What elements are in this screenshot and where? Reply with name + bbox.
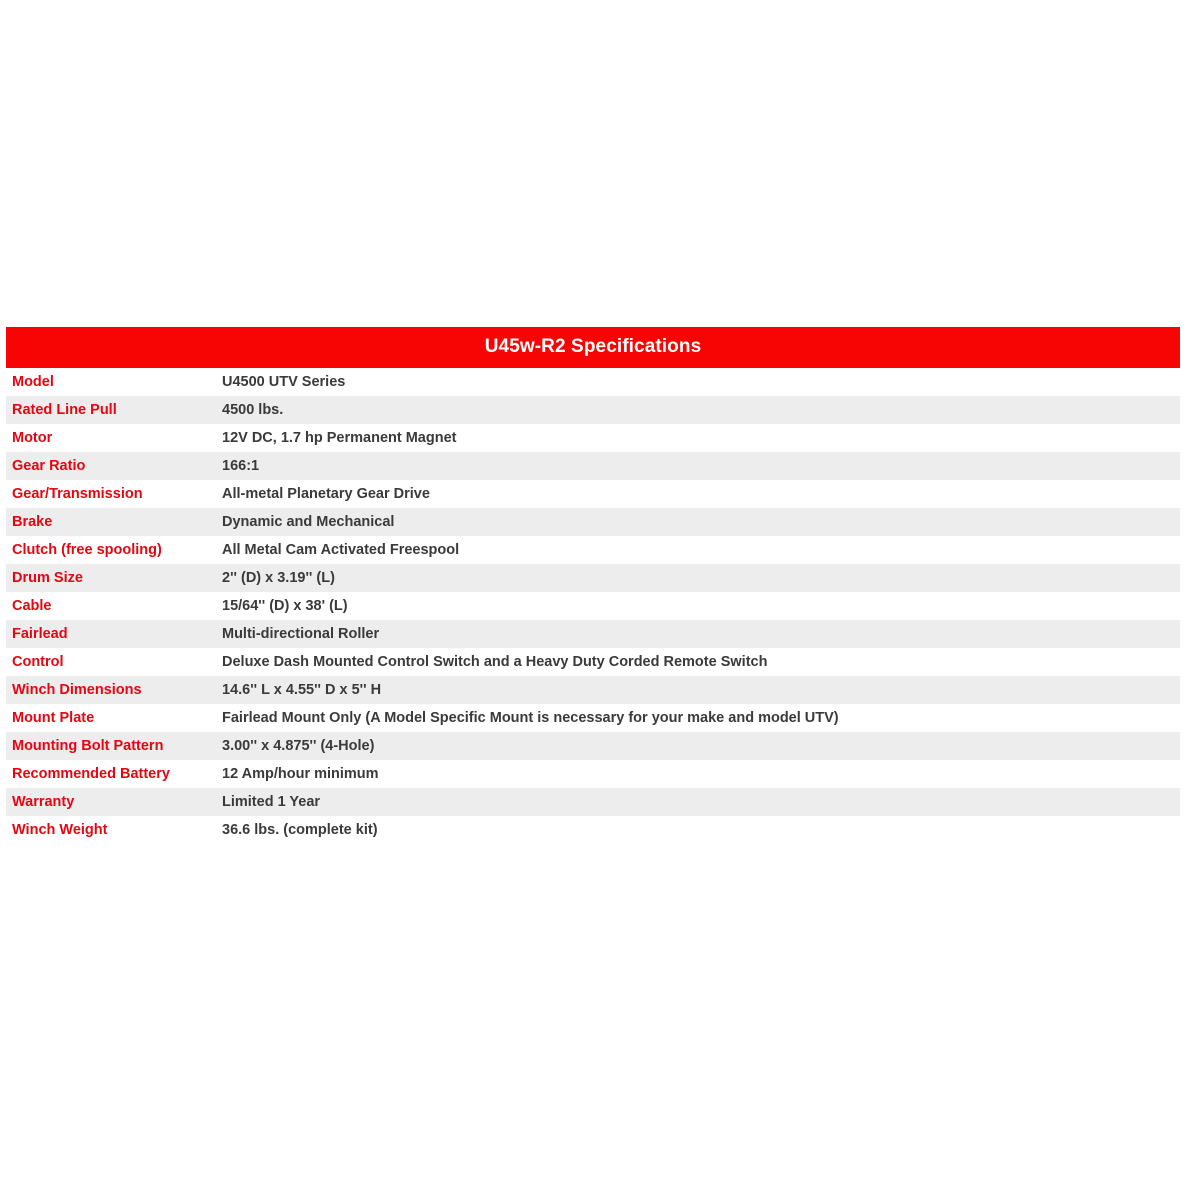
table-row: [6, 424, 1180, 452]
table-body: [6, 368, 1180, 844]
spec-value: All Metal Cam Activated Freespool: [215, 536, 1180, 564]
spec-value: 2'' (D) x 3.19'' (L): [215, 564, 1180, 592]
spec-value: 12 Amp/hour minimum: [215, 760, 1180, 788]
spec-value: 15/64'' (D) x 38' (L): [215, 592, 1180, 620]
spec-label: Gear/Transmission: [6, 480, 215, 508]
spec-value: 166:1: [215, 452, 1180, 480]
spec-value: U4500 UTV Series: [215, 368, 1180, 396]
spec-value: All-metal Planetary Gear Drive: [215, 480, 1180, 508]
spec-value: 14.6'' L x 4.55'' D x 5'' H: [215, 676, 1180, 704]
table-row: [6, 676, 1180, 704]
spec-label: Control: [6, 648, 215, 676]
spec-value: Deluxe Dash Mounted Control Switch and a Heavy Duty Corded Remote Switch: [215, 648, 1180, 676]
table-row: [6, 396, 1180, 424]
page-title: U45w-R2 Specifications: [6, 327, 1180, 368]
spec-value: Multi-directional Roller: [215, 620, 1180, 648]
table-row: [6, 564, 1180, 592]
spec-label: Drum Size: [6, 564, 215, 592]
spec-label: Mount Plate: [6, 704, 215, 732]
spec-value: 36.6 lbs. (complete kit): [215, 816, 1180, 844]
specifications-table: [6, 327, 1180, 844]
spec-value: 4500 lbs.: [215, 396, 1180, 424]
spec-label: Cable: [6, 592, 215, 620]
spec-label: Clutch (free spooling): [6, 536, 215, 564]
specifications-panel: [6, 327, 1180, 844]
table-row: [6, 704, 1180, 732]
table-row: [6, 648, 1180, 676]
spec-label: Motor: [6, 424, 215, 452]
table-row: [6, 620, 1180, 648]
spec-label: Fairlead: [6, 620, 215, 648]
table-row: [6, 452, 1180, 480]
table-row: [6, 816, 1180, 844]
table-row: [6, 480, 1180, 508]
spec-value: Dynamic and Mechanical: [215, 508, 1180, 536]
spec-value: Fairlead Mount Only (A Model Specific Mount is necessary for your make and model UTV): [215, 704, 1180, 732]
spec-value: 12V DC, 1.7 hp Permanent Magnet: [215, 424, 1180, 452]
table-row: [6, 760, 1180, 788]
table-row: [6, 788, 1180, 816]
table-row: [6, 536, 1180, 564]
spec-label: Recommended Battery: [6, 760, 215, 788]
table-row: [6, 592, 1180, 620]
table-title-row: [6, 327, 1180, 368]
table-row: [6, 508, 1180, 536]
spec-value: 3.00'' x 4.875'' (4-Hole): [215, 732, 1180, 760]
spec-label: Winch Dimensions: [6, 676, 215, 704]
spec-value: Limited 1 Year: [215, 788, 1180, 816]
spec-label: Model: [6, 368, 215, 396]
table-row: [6, 368, 1180, 396]
spec-label: Brake: [6, 508, 215, 536]
spec-label: Warranty: [6, 788, 215, 816]
spec-label: Mounting Bolt Pattern: [6, 732, 215, 760]
spec-label: Gear Ratio: [6, 452, 215, 480]
spec-label: Rated Line Pull: [6, 396, 215, 424]
spec-label: Winch Weight: [6, 816, 215, 844]
table-row: [6, 732, 1180, 760]
